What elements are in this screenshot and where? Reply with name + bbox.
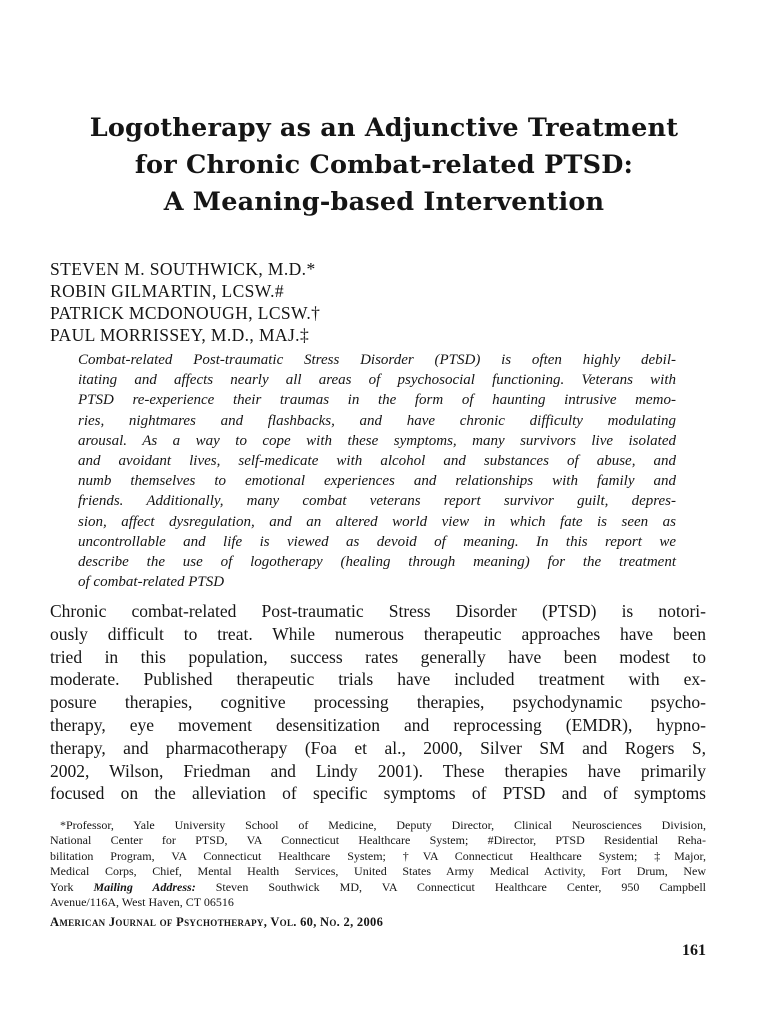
footnote-line: National Center for PTSD, VA Connecticut Healthcare System; #Director, PTSD Residential Reha-	[50, 833, 706, 848]
body-line: moderate. Published therapeutic trials have included treatment with ex-	[50, 669, 706, 690]
abstract-line: uncontrollable and life is viewed as devoid of meaning. In this report we	[78, 533, 676, 550]
abstract	[78, 350, 676, 592]
abstract-line: Combat-related Post-traumatic Stress Disorder (PTSD) is often highly debil-	[78, 352, 676, 368]
journal-citation: American Journal of Psychotherapy, Vol. 60, No. 2, 2006	[50, 915, 384, 929]
footnote-line-mailing	[50, 880, 706, 895]
abstract-line: arousal. As a way to cope with these symptoms, many survivors live isolated	[78, 432, 676, 449]
author-list	[50, 258, 710, 346]
abstract-line: sion, affect dysregulation, and an altered world view in which fate is seen as	[78, 513, 676, 530]
body-line: focused on the alleviation of specific symptoms of PTSD and of symptoms	[50, 783, 706, 804]
body-line: ously difficult to treat. While numerous therapeutic approaches have been	[50, 623, 706, 644]
footnote-text: Steven Southwick MD, VA Connecticut Healthcare Center, 950 Campbell	[195, 879, 706, 894]
body-line: therapy, and pharmacotherapy (Foa et al., 2000, Silver SM and Rogers S,	[50, 737, 706, 758]
author-name: STEVEN M. SOUTHWICK, M.D.*	[50, 259, 316, 279]
author-name: PATRICK MCDONOUGH, LCSW.†	[50, 303, 321, 323]
page-number: 161	[682, 942, 706, 959]
abstract-line: PTSD re-experience their traumas in the form of haunting intrusive memo-	[78, 392, 676, 409]
body-text	[50, 600, 706, 805]
body-line: Chronic combat-related Post-traumatic Stress Disorder (PTSD) is notori-	[50, 601, 706, 621]
abstract-line: describe the use of logotherapy (healing through meaning) for the treatment	[78, 554, 676, 571]
body-line: posure therapies, cognitive processing therapies, psychodynamic psycho-	[50, 692, 706, 713]
title-line: A Meaning-based Intervention	[163, 187, 605, 217]
abstract-line: itating and affects nearly all areas of psychosocial functioning. Veterans with	[78, 372, 676, 389]
footnote-line: bilitation Program, VA Connecticut Healthcare System; †VA Connecticut Healthcare System; ‡Major,	[50, 848, 706, 863]
author-footnote	[50, 818, 706, 910]
article-title	[40, 110, 728, 221]
title-line: for Chronic Combat-related PTSD:	[134, 150, 634, 180]
title-line: Logotherapy as an Adjunctive Treatment	[89, 113, 679, 143]
footnote-line: *Professor, Yale University School of Medicine, Deputy Director, Clinical Neurosciences Division,	[60, 818, 706, 832]
abstract-line: friends. Additionally, many combat veterans report survivor guilt, depres-	[78, 493, 676, 510]
footnote-line: Medical Corps, Chief, Mental Health Services, United States Army Medical Activity, Fort Drum, New	[50, 864, 706, 879]
mailing-address-label: Mailing Address:	[93, 879, 196, 894]
body-line: tried in this population, success rates generally have been modest to	[50, 646, 706, 667]
body-line: therapy, eye movement desensitization and reprocessing (EMDR), hypno-	[50, 714, 706, 735]
author-name: ROBIN GILMARTIN, LCSW.#	[50, 281, 285, 301]
abstract-line: of combat-related PTSD	[78, 574, 225, 591]
abstract-line: numb themselves to emotional experiences and relationships with family and	[78, 473, 676, 490]
body-line: 2002, Wilson, Friedman and Lindy 2001). These therapies have primarily	[50, 760, 706, 781]
footnote-line: Avenue/116A, West Haven, CT 06516	[50, 895, 234, 910]
footnote-text: York	[50, 879, 94, 894]
abstract-line: and avoidant lives, self-medicate with alcohol and substances of abuse, and	[78, 453, 676, 470]
abstract-line: ries, nightmares and flashbacks, and have chronic difficulty modulating	[78, 412, 676, 429]
author-name: PAUL MORRISSEY, M.D., MAJ.‡	[50, 325, 310, 345]
